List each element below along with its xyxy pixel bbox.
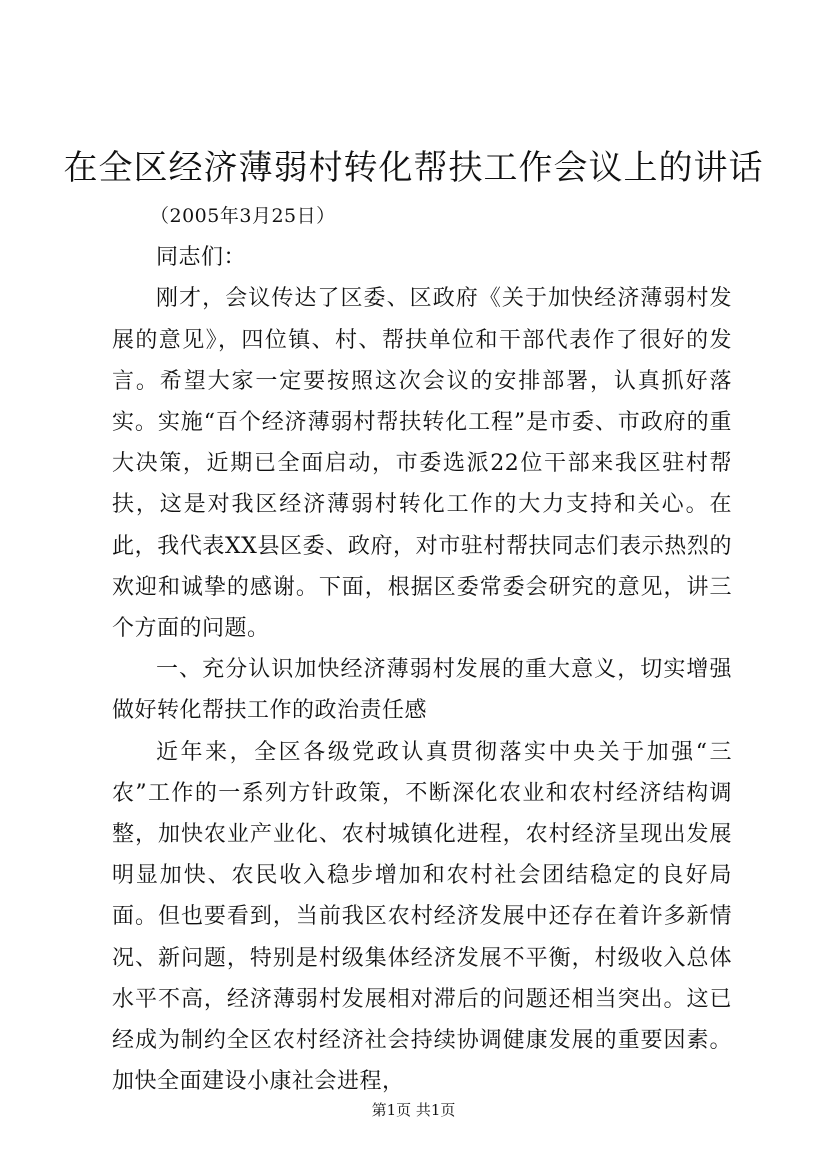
paragraph-section-1: 近年来，全区各级党政认真贯彻落实中央关于加强“三农”工作的一系列方针政策，不断深化农业和农村经济结构调整，加快农业产业化、农村城镇化进程，农村经济呈现出发展明显加快、农民收入稳步增加和农村社会团结稳定的良好局面。但也要看到，当前我区农村经济发展中还存在着许多新情况、新问题，特别是村级集体经济发展不平衡，村级收入总体水平不高，经济薄弱村发展相对滞后的问题还相当突出。这已经成为制约全区农村经济社会持续协调健康发展的重要因素。加快全面建设小康社会进程， (112, 739, 732, 1095)
document-title: 在全区经济薄弱村转化帮扶工作会议上的讲话 (63, 148, 764, 188)
section-heading-1: 一、充分认识加快经济薄弱村发展的重大意义，切实增强做好转化帮扶工作的政治责任感 (112, 657, 732, 724)
document-body (112, 196, 732, 1102)
paragraph-intro: 刚才，会议传达了区委、区政府《关于加快经济薄弱村发展的意见》，四位镇、村、帮扶单位和干部代表作了很好的发言。希望大家一定要按照这次会议的安排部署，认真抓好落实。实施“百个经济薄弱村帮扶转化工程”是市委、市政府的重大决策，近期已全面启动，市委选派22位干部来我区驻村帮扶，这是对我区经济薄弱村转化工作的大力支持和关心。在此，我代表XX县区委、政府，对市驻村帮扶同志们表示热烈的欢迎和诚挚的感谢。下面，根据区委常委会研究的意见，讲三个方面的问题。 (112, 286, 732, 642)
speech-date: （2005年3月25日） (150, 205, 336, 227)
page-footer: 第1页 共1页 (371, 1101, 456, 1119)
salutation: 同志们： (156, 245, 247, 271)
